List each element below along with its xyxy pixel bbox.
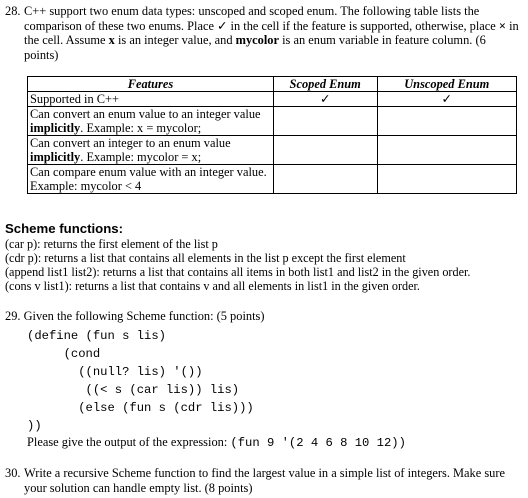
- checkmark-icon[interactable]: ✓: [377, 92, 517, 107]
- cross-icon: ×: [498, 18, 506, 33]
- question-29-prompt: [27, 435, 406, 451]
- answer-cell-unscoped[interactable]: [377, 165, 517, 194]
- question-text-part: is an enum variable in feature column. (6 points): [24, 33, 486, 62]
- code-line: )): [27, 419, 42, 433]
- scheme-definition: (append list1 list2): returns a list that contains all items in both list1 and list2 in the given order.: [5, 265, 471, 279]
- question-29-title: 29. Given the following Scheme function: (5 points): [5, 309, 265, 323]
- code-line: ((< s (car lis)) lis): [27, 383, 240, 397]
- code-line: (else (fun s (cdr lis))): [27, 401, 254, 415]
- answer-cell-unscoped[interactable]: [377, 107, 517, 136]
- scheme-definition: (cons v list1): returns a list that contains v and all elements in list1 in the given order.: [5, 279, 420, 293]
- feature-cell: Supported in C++: [28, 92, 274, 107]
- question-text: [24, 4, 523, 62]
- bold-term: x: [108, 33, 115, 48]
- feature-text: . Example: x = mycolor;: [80, 121, 202, 135]
- question-text: Write a recursive Scheme function to find the largest value in a simple list of integers. Make sure your solution can handle empty list. (8 points): [24, 466, 505, 495]
- question-text-part: in the cell. Assume: [24, 18, 519, 48]
- scheme-definition: (cdr p): returns a list that contains all elements in the list p except the first element: [5, 251, 406, 265]
- scheme-definition: (car p): returns the first element of the list p: [5, 237, 218, 251]
- question-text-part: is an integer value, and: [114, 33, 236, 48]
- code-line: (define (fun s lis): [27, 329, 166, 343]
- feature-text: . Example: mycolor = x;: [80, 150, 202, 164]
- feature-cell: [28, 107, 274, 136]
- code-line: (cond: [27, 347, 101, 361]
- scheme-expression: (fun 9 '(2 4 6 8 10 12)): [230, 436, 406, 450]
- table-row: [28, 165, 517, 194]
- answer-cell-scoped[interactable]: [273, 136, 377, 165]
- feature-text: Can convert an enum value to an integer value: [30, 107, 261, 121]
- table-header-row: [28, 77, 517, 92]
- table-row: [28, 136, 517, 165]
- question-30: [5, 466, 523, 495]
- answer-cell-scoped[interactable]: [273, 107, 377, 136]
- feature-table: [27, 76, 517, 194]
- scheme-heading: Scheme functions:: [5, 221, 123, 236]
- feature-cell: Can compare enum value with an integer value. Example: mycolor < 4: [28, 165, 274, 194]
- question-text-part: in the cell if the feature is supported, otherwise, place: [227, 18, 499, 33]
- feature-bold: implicitly: [30, 121, 81, 135]
- prompt-text: Please give the output of the expression:: [27, 435, 231, 449]
- bold-term: mycolor: [235, 33, 279, 48]
- question-number: 28.: [5, 4, 21, 18]
- table-row: [28, 107, 517, 136]
- answer-cell-scoped[interactable]: [273, 165, 377, 194]
- feature-bold: implicitly: [30, 150, 81, 164]
- header-scoped-enum: Scoped Enum: [273, 77, 377, 92]
- feature-text: Can convert an integer to an enum value: [30, 136, 231, 150]
- question-text-part: C++ support two enum data types: unscoped and scoped enum. The following table lists the comparison of these two enums. Place: [24, 4, 480, 33]
- table-row: [28, 92, 517, 107]
- checkmark-icon: ✓: [217, 18, 228, 33]
- code-line: ((null? lis) '()): [27, 365, 203, 379]
- answer-cell-unscoped[interactable]: [377, 136, 517, 165]
- feature-cell: [28, 136, 274, 165]
- question-28: [5, 4, 523, 62]
- question-number: 30.: [5, 466, 21, 480]
- checkmark-icon[interactable]: ✓: [273, 92, 377, 107]
- header-unscoped-enum: Unscoped Enum: [377, 77, 517, 92]
- header-features: Features: [28, 77, 274, 92]
